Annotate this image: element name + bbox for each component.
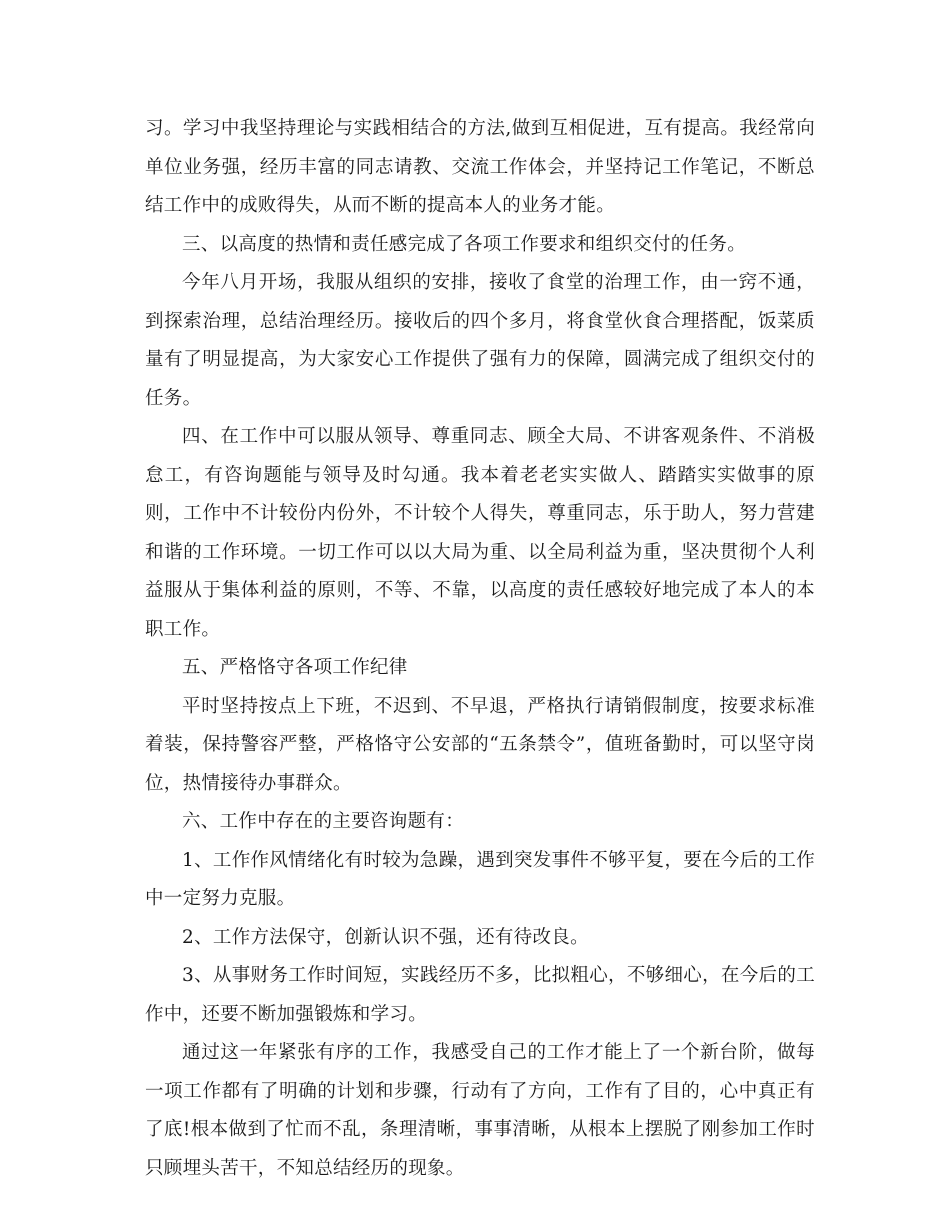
- paragraph-section-six-heading: 六、工作中存在的主要咨询题有：: [182, 811, 465, 832]
- paragraph-discipline: 平时坚持按点上下班，不迟到、不早退，严格执行请销假制度，按要求标准着装，保持警容严整，严格恪守公安部的“五条禁令”，值班备勤时，可以坚守岗位，热情接待办事群众。: [145, 695, 815, 794]
- list-item-problem-3: 3、从事财务工作时间短，实践经历不多，比拟粗心，不够细心，在今后的工作中，还要不断加强锻炼和学习。: [145, 965, 815, 1025]
- paragraph-section-four: 四、在工作中可以服从领导、尊重同志、顾全大局、不讲客观条件、不消极怠工，有咨询题能与领导及时勾通。我本着老老实实做人、踏踏实实做事的原则，工作中不计较份内份外，不计较个人得失，尊重同志，乐于助人，努力营建和谐的工作环境。一切工作可以以大局为重、以全局利益为重，坚决贯彻个人利益服从于集体利益的原则，不等、不靠，以高度的责任感较好地完成了本人的本职工作。: [145, 426, 815, 640]
- paragraph-continuation: 习。学习中我坚持理论与实践相结合的方法,做到互相促进，互有提高。我经常向单位业务强，经历丰富的同志请教、交流工作体会，并坚持记工作笔记，不断总结工作中的成败得失，从而不断的提高本人的业务才能。: [145, 118, 815, 216]
- list-item-problem-1: 1、工作作风情绪化有时较为急躁，遇到突发事件不够平复，要在今后的工作中一定努力克服。: [145, 849, 815, 909]
- paragraph-conclusion: 通过这一年紧张有序的工作，我感受自己的工作才能上了一个新台阶，做每一项工作都有了明确的计划和步骤，行动有了方向，工作有了目的，心中真正有了底!根本做到了忙而不乱，条理清晰，事事清晰，从根本上摆脱了刚参加工作时只顾埋头苦干，不知总结经历的现象。: [145, 1042, 815, 1179]
- paragraph-section-three-heading: 三、以高度的热情和责任感完成了各项工作要求和组织交付的任务。: [182, 233, 747, 255]
- paragraph-canteen-management: 今年八月开场，我服从组织的安排，接收了食堂的治理工作，由一窍不通，到探索治理，总结治理经历。接收后的四个多月，将食堂伙食合理搭配，饭菜质量有了明显提高，为大家安心工作提供了强有力的保障，圆满完成了组织交付的任务。: [145, 272, 815, 409]
- document-body: [145, 110, 815, 1188]
- list-item-problem-2: 2、工作方法保守，创新认识不强，还有待改良。: [182, 926, 589, 948]
- paragraph-section-five-heading: 五、严格恪守各项工作纪律: [182, 657, 408, 678]
